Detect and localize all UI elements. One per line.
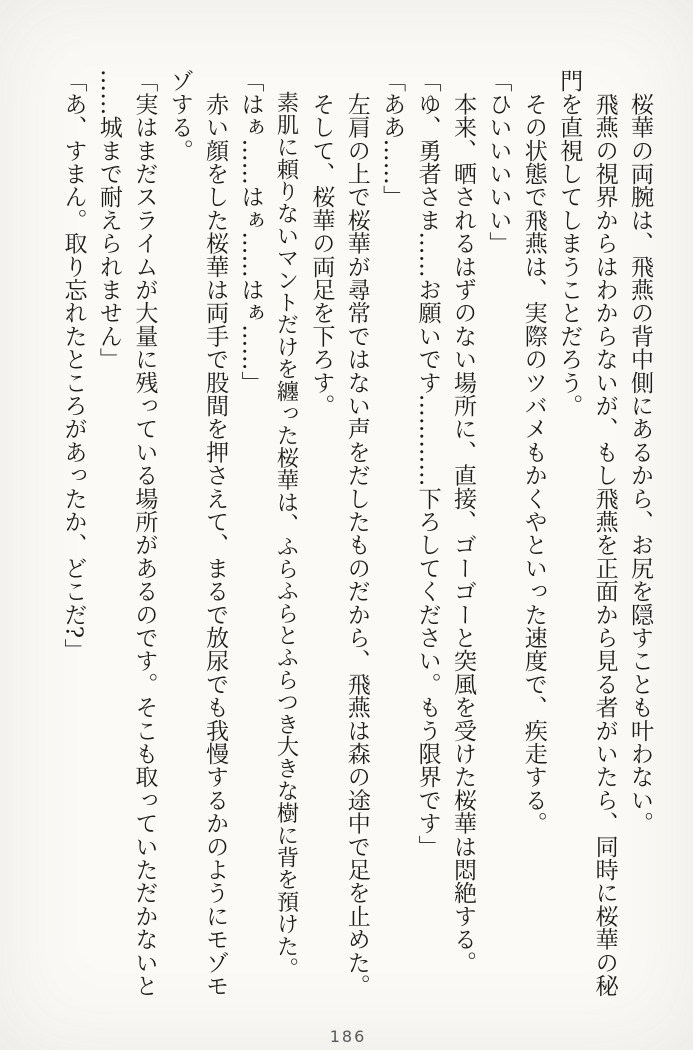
text-line: ……城まで耐えられません」 [95, 69, 122, 371]
page-text-block [55, 69, 657, 1005]
text-line: 「ゆ、勇者さま……お願いです…………下ろしてください。もう限界です」 [414, 69, 441, 858]
text-line: 赤い顔をした桜華は両手で股間を押さえて、まるで放尿でも我慢するかのようにモゾモ [202, 69, 229, 997]
text-line: 「ああ……」 [379, 69, 406, 209]
text-line: ゾする。 [166, 69, 193, 162]
text-line: 飛燕の視界からはわからないが、もし飛燕を正面から見る者がいたら、同時に桜華の秘 [591, 69, 618, 997]
text-line: 門を直視してしまうことだろう。 [556, 69, 583, 417]
text-line: 「はぁ……はぁ……はぁ……」 [237, 69, 264, 394]
text-line: そして、桜華の両足を下ろす。 [308, 69, 335, 417]
text-line: 素肌に頼りないマントだけを纏った桜華は、ふらふらとふらつき大きな樹に背を預けた。 [272, 69, 299, 980]
text-line: 「あ、すまん。取り忘れたところがあったか、どこだ?」 [60, 69, 87, 662]
text-line: その状態で飛燕は、実際のツバメもかくやといった速度で、疾走する。 [520, 69, 547, 835]
text-line: 左肩の上で桜華が尋常ではない声をだしたものだから、飛燕は森の途中で足を止めた。 [343, 69, 370, 997]
page-number: 186 [329, 1027, 367, 1046]
text-line: 本来、晒されるはずのない場所に、直接、ゴーゴーと突風を受けた桜華は悶絶する。 [449, 69, 476, 974]
text-line: 「ひいいいいい」 [485, 69, 512, 255]
text-line: 「実はまだスライムが大量に残っている場所があるのです。そこも取っていただかないと [131, 69, 158, 997]
text-line: 桜華の両腕は、飛燕の背中側にあるから、お尻を隠すことも叶わない。 [627, 69, 653, 835]
